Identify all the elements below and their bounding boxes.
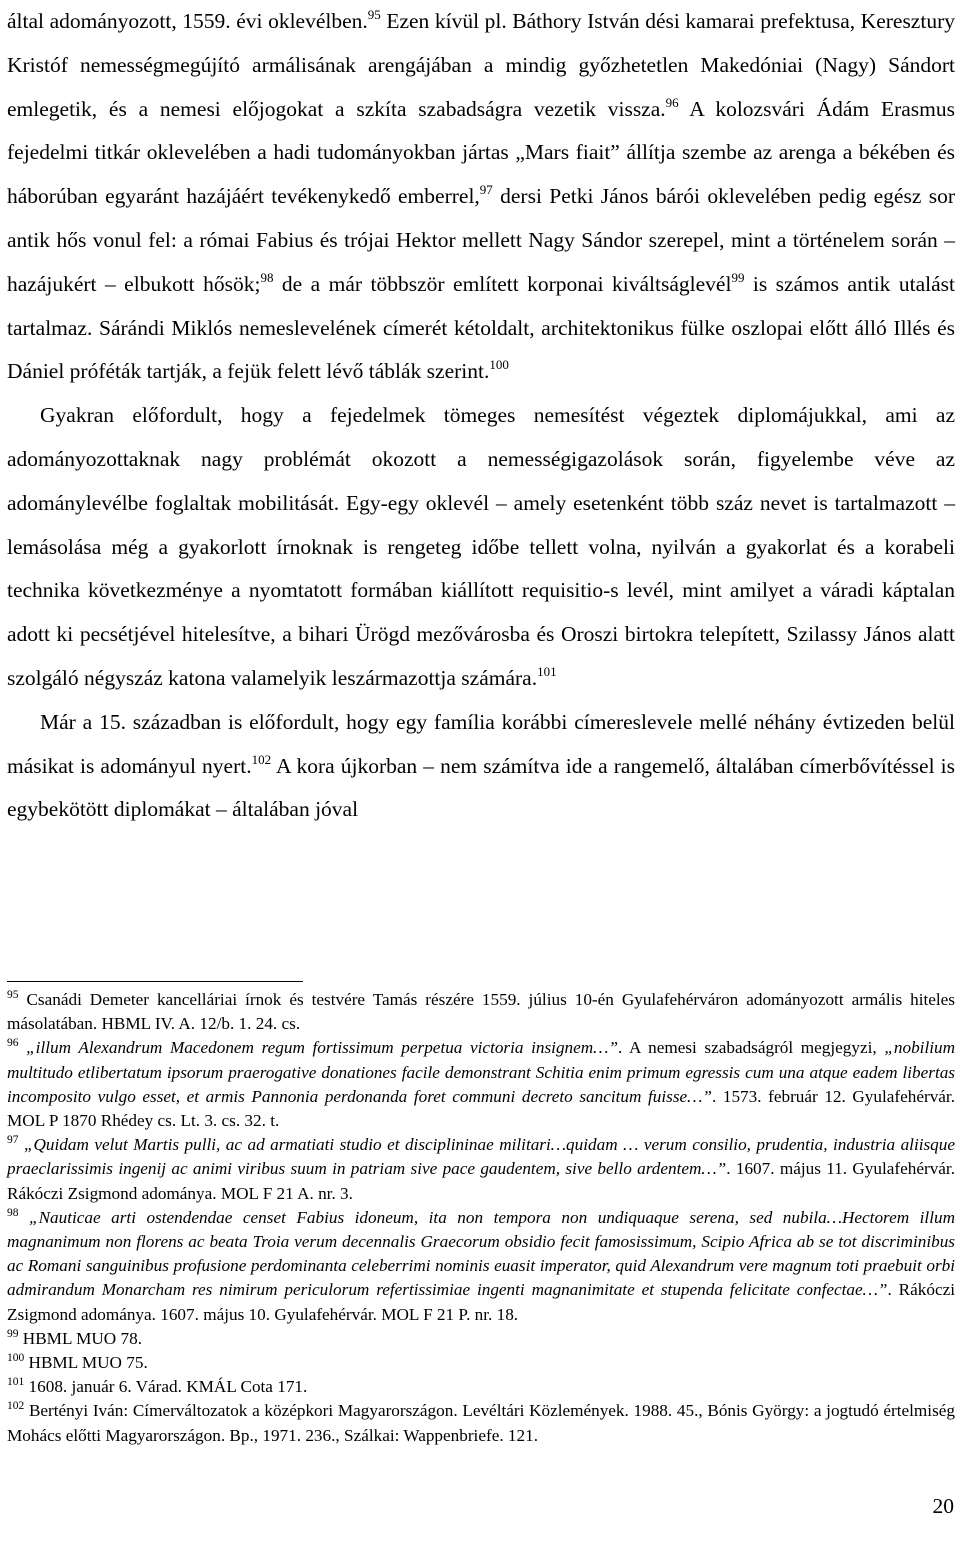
footnote-96 (7, 1036, 955, 1133)
text-run: által adományozott, 1559. évi oklevélben. (7, 9, 368, 33)
text-run: Ezen kívül pl. Báthory István dési kamarai prefektusa, Keresztury Kristóf nemességmegújító armálisának arengájában a mindig győzhetetlen Makedóniai (Nagy) Sándort emlegetik, és a nemesi előjogokat a szkíta szabadságra vezetik vissza. (7, 9, 955, 121)
footnote-text: 1608. január 6. Várad. KMÁL Cota 171. (24, 1377, 308, 1397)
footnote-number: 99 (7, 1327, 19, 1340)
footnote-text: . A nemesi szabadságról megjegyzi, (618, 1038, 885, 1058)
footnote-ref-97: 97 (479, 182, 493, 198)
paragraph-1 (7, 0, 955, 394)
footnote-text: . Rákóczi Zsigmond adománya. 1607. május 10. Gyulafehérvár. MOL F 21 P. nr. 18. (7, 1280, 955, 1324)
footnote-quote: „Nauticae arti ostendendae censet Fabius idoneum, ita non tempora non undiquaque serena, sed nubila…Hectorem illum magnanimum non florens ac beata Troia verum decennalis Graecorum obsidio fecit famosissimum, Scipio Africa ab se tot discriminibus ac Romani sanguinibus profusione perdominanta celeberrimi nominis euasit imperator, quid Alexandrum vere magnum toti praebuit orbi admirandum Monarcham res nimirum periculorum refertissimiae ingenti magnanimitate et stupenda felicitate confectae…” (7, 1207, 955, 1300)
text-run: de a már többször említett korponai kiváltságlevél (273, 271, 732, 296)
footnote-ref-96: 96 (665, 94, 679, 110)
text-run: A kolozsvári Ádám Erasmus fejedelmi titkár oklevelében a hadi tudományokban jártas „Mars fiait” állítja szembe az arenga a békében és háborúban egyaránt hazájáért tevékenykedő emberrel, (7, 96, 955, 209)
footnote-ref-99: 99 (731, 269, 745, 285)
footnote-number: 100 (7, 1352, 25, 1365)
footnote-quote: „Quidam velut Martis pulli, ac ad armatiati studio et disciplininae militari…quidam … verum consilio, prudentia, industria aliisque praeclarissimis ingenij ac animi viribus suum in patriam sive pace gaudentem, sive bello ardentem…” (7, 1135, 955, 1179)
footnote-ref-95: 95 (367, 7, 381, 22)
footnote-98 (7, 1206, 955, 1327)
footnote-ref-100: 100 (489, 357, 509, 373)
page-number: 20 (932, 1494, 954, 1518)
text-run: Gyakran előfordult, hogy a fejedelmek tömeges nemesítést végeztek diplomájukkal, ami az adományozottaknak nagy problémát okozott a nemességigazolások során, figyelembe véve az adománylevélbe foglaltak mobilitását. Egy-egy oklevél – amely esetenként több száz nevet is tartalmazott – lemásolása még a gyakorlott írnoknak is rengeteg időbe tellett volna, nyilván a gyakorlat és a korabeli technika következménye a nyomtatott formában kiállított requisitio-s levél, mint amilyet a váradi káptalan adott ki pecsétjével hitelesítve, a bihari Ürögd mezővárosba és Oroszi birtokra telepített, Szilassy János alatt szolgáló négyszáz katona valamelyik leszármazottja számára. (7, 403, 955, 690)
footnote-text: HBML MUO 75. (24, 1353, 148, 1373)
footnote-number: 102 (7, 1400, 25, 1413)
footnote-number: 97 (7, 1134, 19, 1147)
footnote-quote: „illum Alexandrum Macedonem regum fortissimum perpetua victoria insignem…” (18, 1038, 619, 1058)
footnote-99 (7, 1327, 955, 1351)
text-run: A kora újkorban – nem számítva ide a rangemelő, általában címerbővítéssel is egybekötött diplomákat – általában jóval (7, 753, 956, 822)
text-run: is számos antik utalást tartalmaz. Sárándi Miklós nemeslevelének címerét kétoldalt, architektonikus fülke oszlopai előtt álló Illés és Dániel próféták tartják, a fejük felett lévő táblák szerint. (7, 271, 955, 384)
footnote-number: 98 (7, 1206, 19, 1219)
footnote-97 (7, 1133, 955, 1206)
footnote-separator (7, 981, 303, 982)
footnote-text: . 1573. február 12. Gyulafehérvár. MOL P 1870 Rhédey cs. Lt. 3. cs. 32. t. (7, 1086, 955, 1131)
footnote-number: 95 (7, 989, 19, 1001)
footnotes (7, 988, 955, 1448)
footnote-95 (7, 988, 955, 1036)
footnote-quote: „nobilium multitudo etlibertatum ipsorum praerogative donationes facile demonstrant Schitia enim primum egressis cum una atque eadem libertas incomposito vulgo esset, et armis Pannonia perdonanda foret communi decreto sancitum fuisse…” (7, 1038, 955, 1106)
footnote-ref-98: 98 (260, 269, 274, 285)
main-text (7, 0, 955, 832)
footnote-number: 96 (7, 1037, 19, 1050)
footnote-number: 101 (7, 1376, 25, 1389)
footnote-text: . 1607. május 11. Gyulafehérvár. Rákóczi Zsigmond adománya. MOL F 21 A. nr. 3. (7, 1159, 955, 1203)
footnote-101 (7, 1375, 955, 1399)
footnote-text: Csanádi Demeter kancelláriai írnok és testvére Tamás részére 1559. július 10-én Gyulafehérváron adományozott armális hiteles másolatában. HBML IV. A. 12/b. 1. 24. cs. (7, 990, 955, 1034)
text-run: dersi Petki János bárói oklevelében pedig egész sor antik hős vonul fel: a római Fabius és trójai Hektor mellett Nagy Sándor szerepel, mint a történelem során – hazájukért – elbukott hősök; (7, 184, 955, 296)
footnote-ref-102: 102 (251, 751, 272, 767)
footnote-text: HBML MUO 78. (18, 1328, 143, 1348)
footnote-100 (7, 1351, 955, 1375)
paragraph-2 (7, 394, 955, 701)
text-run: Már a 15. században is előfordult, hogy egy família korábbi címereslevele mellé néhány évtizeden belül másikat is adományul nyert. (7, 709, 955, 778)
paragraph-3 (7, 701, 955, 832)
footnote-102 (7, 1399, 955, 1447)
footnote-ref-101: 101 (537, 663, 557, 679)
footnote-text: Bertényi Iván: Címerváltozatok a középkori Magyarországon. Levéltári Közlemények. 1988. 45., Bónis György: a jogtudó értelmiség Mohács előtti Magyarországon. Bp., 1971. 236., Szálkai: Wappenbriefe. 121. (7, 1401, 955, 1445)
